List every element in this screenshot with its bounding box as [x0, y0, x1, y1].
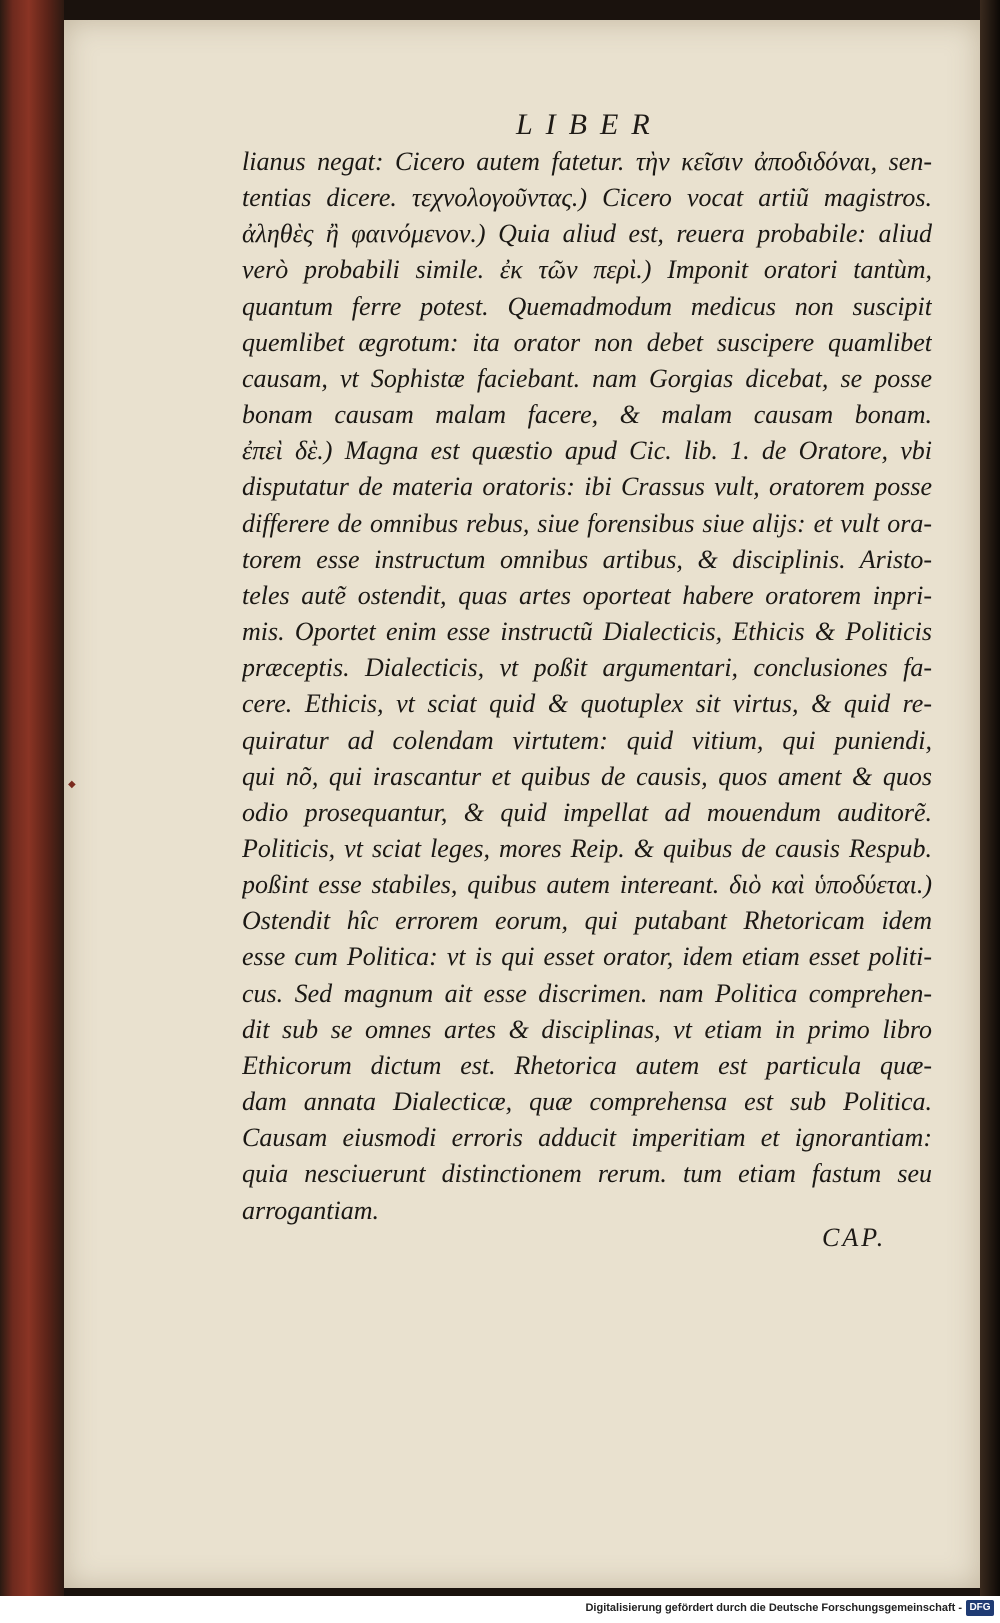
running-head: LIBER	[516, 108, 663, 141]
catchword: CAP.	[822, 1223, 887, 1252]
text-line: Causam eiusmodi erroris adducit imperitiam et ignorantiam:	[242, 1123, 932, 1153]
text-line: odio prosequantur, & quid impellat ad mouendum auditorẽ.	[242, 797, 932, 827]
text-line: dit sub se omnes artes & disciplinas, vt etiam in primo libro	[242, 1014, 932, 1044]
text-line: bonam causam malam facere, & malam causam bonam.	[242, 400, 932, 430]
text-line: Ostendit hîc errorem eorum, qui putabant Rhetoricam idem	[242, 906, 932, 936]
text-line: præceptis. Dialecticis, vt poßit argumentari, conclusiones fa-	[242, 653, 932, 683]
gutter-mark-icon: ◆	[68, 779, 76, 790]
text-line: lianus negat: Cicero autem fatetur. τὴν κεῖσιν ἀποδιδόναι, sen-	[242, 147, 932, 176]
text-line: disputatur de materia oratoris: ibi Crassus vult, oratorem posse	[242, 472, 932, 502]
page-right-edge	[980, 0, 1000, 1596]
text-line: cere. Ethicis, vt sciat quid & quotuplex sit virtus, & quid re-	[242, 689, 932, 719]
text-line: verò probabili simile. ἐκ τῶν περὶ.) Imponit oratori tantùm,	[242, 255, 932, 285]
text-line: ἀληθὲς ἢ φαινόμενον.) Quia aliud est, reuera probabile: aliud	[242, 219, 932, 249]
text-line: quantum ferre potest. Quemadmodum medicus non suscipit	[242, 291, 932, 321]
page-body-text	[242, 144, 932, 1229]
footer-bar	[0, 1596, 1000, 1623]
text-line: arrogantiam.	[242, 1195, 379, 1225]
text-line: qui nõ, qui irascantur et quibus de causis, quos ament & quos	[242, 761, 932, 791]
text-line: poßint esse stabiles, quibus autem intereant. διὸ καὶ ὑποδύεται.)	[242, 870, 932, 900]
text-line: causam, vt Sophistæ faciebant. nam Gorgias dicebat, se posse	[242, 363, 932, 393]
footer-credit: Digitalisierung gefördert durch die Deutsche Forschungsgemeinschaft -	[585, 1602, 962, 1614]
text-line: teles autẽ ostendit, quas artes oporteat habere oratorem inpri-	[242, 580, 932, 610]
text-line: differere de omnibus rebus, siue forensibus siue alijs: et vult ora-	[242, 508, 932, 538]
text-line: quia nesciuerunt distinctionem rerum. tum etiam fastum seu	[242, 1159, 932, 1189]
text-line: cus. Sed magnum ait esse discrimen. nam Politica comprehen-	[242, 978, 932, 1008]
text-line: torem esse instructum omnibus artibus, & disciplinis. Aristo-	[242, 544, 932, 574]
text-line: ἐπεὶ δὲ.) Magna est quæstio apud Cic. lib. 1. de Oratore, vbi	[242, 436, 932, 466]
text-line: tentias dicere. τεχνολογοῦντας.) Cicero vocat artiũ magistros.	[242, 183, 932, 213]
text-line: quemlibet ægrotum: ita orator non debet suscipere quamlibet	[242, 327, 932, 357]
dfg-logo: DFG	[966, 1600, 994, 1616]
book-spine-edge	[0, 0, 64, 1596]
text-line: Politicis, vt sciat leges, mores Reip. & quibus de causis Respub.	[242, 833, 932, 863]
text-line: dam annata Dialecticæ, quæ comprehensa est sub Politica.	[242, 1087, 932, 1117]
text-line: esse cum Politica: vt is qui esset orator, idem etiam esset politi-	[242, 942, 932, 972]
text-line: mis. Oportet enim esse instructũ Dialecticis, Ethicis & Politicis	[242, 617, 932, 647]
text-line: quiratur ad colendam virtutem: quid vitium, qui puniendi,	[242, 725, 932, 755]
text-line: Ethicorum dictum est. Rhetorica autem est particula quæ-	[242, 1050, 932, 1080]
